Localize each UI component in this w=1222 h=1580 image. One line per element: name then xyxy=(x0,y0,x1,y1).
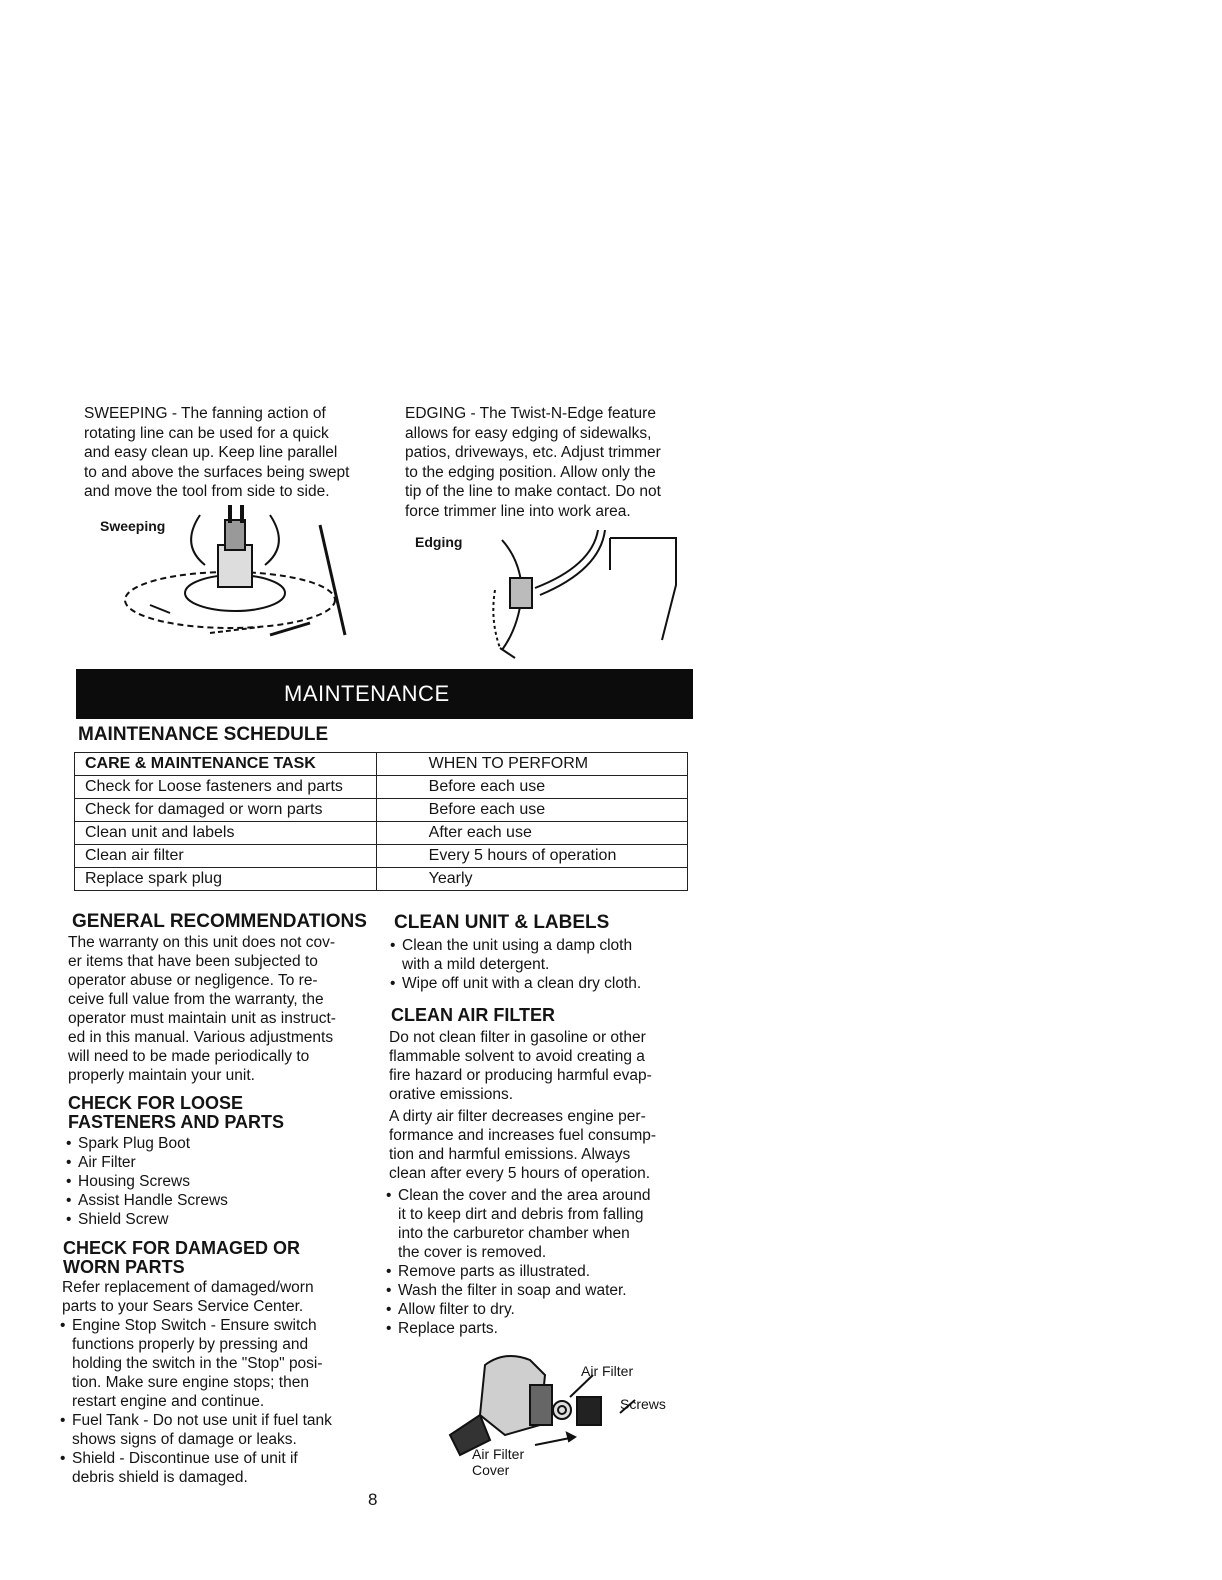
air-filter-cover-label xyxy=(472,1446,524,1478)
list-item xyxy=(60,1411,332,1449)
text-line: • Fuel Tank - Do not use unit if fuel tank xyxy=(72,1412,332,1429)
list-item: • Assist Handle Screws xyxy=(66,1191,228,1210)
table-cell-when: After each use xyxy=(376,822,687,845)
edging-figure-label: Edging xyxy=(415,534,463,550)
page-number: 8 xyxy=(368,1490,378,1509)
banner-title: MAINTENANCE xyxy=(284,681,450,706)
text-line: clean after every 5 hours of operation. xyxy=(389,1165,651,1182)
table-row xyxy=(75,776,688,799)
edging-paragraph xyxy=(405,404,661,521)
text-line: shows signs of damage or leaks. xyxy=(72,1431,297,1448)
label-line: Air Filter xyxy=(472,1446,525,1462)
table-row xyxy=(75,822,688,845)
text-line: parts to your Sears Service Center. xyxy=(62,1298,304,1315)
table-cell-task: Check for Loose fasteners and parts xyxy=(75,776,377,799)
title-line: CHECK FOR LOOSE xyxy=(68,1093,244,1113)
maintenance-banner xyxy=(76,669,693,719)
title-line: WORN PARTS xyxy=(63,1257,185,1277)
sweeping-figure-label: Sweeping xyxy=(100,518,166,534)
list-item xyxy=(386,1281,650,1300)
list-item: • Shield Screw xyxy=(66,1210,228,1229)
air-filter-description xyxy=(389,1107,656,1183)
table-cell-when: Yearly xyxy=(376,868,687,891)
label-line: Cover xyxy=(472,1462,510,1478)
text-line: • Engine Stop Switch - Ensure switch xyxy=(72,1317,317,1334)
text-line: • Allow filter to dry. xyxy=(398,1301,515,1318)
table-cell-task: Replace spark plug xyxy=(75,868,377,891)
list-item: • Air Filter xyxy=(66,1153,228,1172)
list-item xyxy=(386,1319,650,1338)
clean-air-filter-title: CLEAN AIR FILTER xyxy=(391,1005,555,1025)
table-cell-task: Clean air filter xyxy=(75,845,377,868)
table-row xyxy=(75,799,688,822)
general-recommendations-text xyxy=(68,933,336,1085)
list-item xyxy=(386,1300,650,1319)
list-item xyxy=(60,1316,332,1411)
text-line: the cover is removed. xyxy=(398,1244,547,1261)
text-line: operator abuse or negligence. To re- xyxy=(68,972,318,989)
text-line: ceive full value from the warranty, the xyxy=(68,991,324,1008)
text-line: formance and increases fuel consump- xyxy=(389,1127,657,1144)
text-line: rotating line can be used for a quick xyxy=(84,424,329,442)
text-line: A dirty air filter decreases engine per- xyxy=(389,1108,646,1125)
check-damaged-intro xyxy=(62,1278,314,1316)
text-line: • Wash the filter in soap and water. xyxy=(398,1282,627,1299)
list-item xyxy=(386,1262,650,1281)
table-header-task: CARE & MAINTENANCE TASK xyxy=(75,753,377,776)
list-item: • Housing Screws xyxy=(66,1172,228,1191)
text-line: er items that have been subjected to xyxy=(68,953,318,970)
text-line: will need to be made periodically to xyxy=(68,1048,310,1065)
clean-unit-title: CLEAN UNIT & LABELS xyxy=(394,912,610,933)
text-line: operator must maintain unit as instruct- xyxy=(68,1010,336,1027)
text-line: • Replace parts. xyxy=(398,1320,498,1337)
check-loose-list xyxy=(66,1134,228,1229)
text-line: EDGING - The Twist-N-Edge feature xyxy=(405,405,656,422)
text-line: • Wipe off unit with a clean dry cloth. xyxy=(402,975,642,992)
table-cell-when: Before each use xyxy=(376,799,687,822)
table-header-when: WHEN TO PERFORM xyxy=(376,753,687,776)
text-line: to the edging position. Allow only the xyxy=(405,463,656,481)
text-line: holding the switch in the "Stop" posi- xyxy=(72,1355,323,1372)
text-line: Do not clean filter in gasoline or other xyxy=(389,1029,646,1046)
text-line: into the carburetor chamber when xyxy=(398,1225,630,1242)
sweeping-paragraph xyxy=(84,404,349,502)
text-line: properly maintain your unit. xyxy=(68,1067,255,1084)
air-filter-steps xyxy=(386,1186,650,1338)
edging-illustration xyxy=(480,530,680,660)
table-cell-task: Clean unit and labels xyxy=(75,822,377,845)
text-line: • Shield - Discontinue use of unit if xyxy=(72,1450,298,1467)
table-row xyxy=(75,868,688,891)
check-damaged-title xyxy=(63,1239,300,1277)
text-line: ed in this manual. Various adjustments xyxy=(68,1029,334,1046)
text-line: flammable solvent to avoid creating a xyxy=(389,1048,645,1065)
clean-unit-list xyxy=(390,936,641,993)
list-item: • Spark Plug Boot xyxy=(66,1134,228,1153)
text-line: • Remove parts as illustrated. xyxy=(398,1263,591,1280)
text-line: and easy clean up. Keep line parallel xyxy=(84,444,338,461)
schedule-title: MAINTENANCE SCHEDULE xyxy=(78,724,329,745)
text-line: fire hazard or producing harmful evap- xyxy=(389,1067,652,1084)
text-line: force trimmer line into work area. xyxy=(405,502,631,520)
text-line: SWEEPING - The fanning action of xyxy=(84,405,326,422)
text-line: tip of the line to make contact. Do not xyxy=(405,483,661,500)
list-item xyxy=(390,974,641,993)
text-line: tion and harmful emissions. Always xyxy=(389,1146,631,1163)
text-line: patios, driveways, etc. Adjust trimmer xyxy=(405,444,661,461)
sweeping-illustration xyxy=(110,505,370,655)
list-item xyxy=(390,936,641,974)
check-loose-title xyxy=(68,1094,284,1132)
table-header-row xyxy=(75,753,688,776)
table-cell-task: Check for damaged or worn parts xyxy=(75,799,377,822)
list-item xyxy=(60,1449,332,1487)
text-line: functions properly by pressing and xyxy=(72,1336,309,1353)
text-line: it to keep dirt and debris from falling xyxy=(398,1206,644,1223)
maintenance-schedule-table xyxy=(74,752,688,891)
text-line: • Clean the unit using a damp cloth xyxy=(402,937,633,954)
text-line: with a mild detergent. xyxy=(402,956,550,973)
list-item xyxy=(386,1186,650,1262)
title-line: FASTENERS AND PARTS xyxy=(68,1112,285,1132)
title-line: CHECK FOR DAMAGED OR xyxy=(63,1238,300,1258)
check-damaged-list xyxy=(60,1316,332,1487)
text-line: restart engine and continue. xyxy=(72,1393,265,1410)
text-line: orative emissions. xyxy=(389,1086,514,1103)
table-cell-when: Before each use xyxy=(376,776,687,799)
text-line: tion. Make sure engine stops; then xyxy=(72,1374,309,1391)
text-line: The warranty on this unit does not cov- xyxy=(68,934,336,951)
text-line: and move the tool from side to side. xyxy=(84,483,330,500)
text-line: allows for easy edging of sidewalks, xyxy=(405,424,652,442)
text-line: Refer replacement of damaged/worn xyxy=(62,1279,314,1296)
general-recommendations-title: GENERAL RECOMMENDATIONS xyxy=(72,911,367,932)
table-row xyxy=(75,845,688,868)
text-line: • Clean the cover and the area around xyxy=(398,1187,651,1204)
table-cell-when: Every 5 hours of operation xyxy=(376,845,687,868)
text-line: debris shield is damaged. xyxy=(72,1469,248,1486)
text-line: to and above the surfaces being swept xyxy=(84,463,350,481)
screws-label: Screws xyxy=(620,1396,666,1412)
air-filter-warning xyxy=(389,1028,652,1104)
air-filter-label: Air Filter xyxy=(581,1363,634,1379)
